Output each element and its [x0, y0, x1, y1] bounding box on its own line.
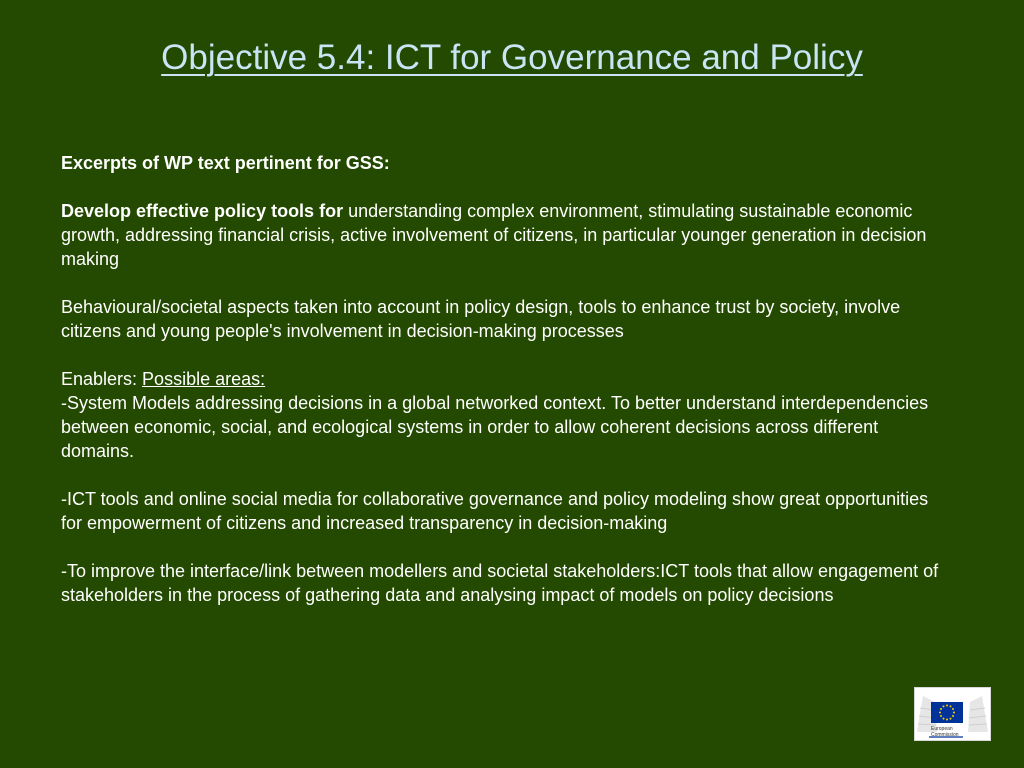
system-models-item: -System Models addressing decisions in a global networked context. To better understand interdependencies between economic, social, and ecological systems in order to allow coherent decisions across different domains. [61, 393, 929, 461]
paragraph-behavioural: Behavioural/societal aspects taken into account in policy design, tools to enhance trust by society, involve citizens and young people's involvement in decision-making processes [61, 297, 901, 341]
possible-areas-link[interactable]: Possible areas: [142, 369, 266, 389]
slide-body [61, 151, 951, 631]
ict-tools-item: -ICT tools and online social media for collaborative governance and policy modeling show great opportunities for empowerment of citizens and increased transparency in decision-making [61, 489, 929, 533]
logo-line-european: European [931, 726, 953, 732]
european-commission-logo [914, 687, 991, 741]
interface-link-item: -To improve the interface/link between modellers and societal stakeholders:ICT tools that allow engagement of stakeholders in the process of gathering data and analysing impact of models on policy decisions [61, 561, 939, 605]
logo-caption [931, 726, 959, 738]
paragraph-policy-tools [61, 199, 951, 271]
policy-tools-bold-lead: Develop effective policy tools for [61, 201, 344, 221]
policy-tools-text: understanding complex environment, stimulating sustainable economic growth, addressing financial crisis, active involvement of citizens, in particular younger generation in decision making [61, 201, 927, 269]
logo-line-commission: Commission [931, 732, 959, 738]
paragraph-enablers [61, 367, 951, 463]
enablers-label: Enablers: [61, 369, 143, 389]
excerpts-heading: Excerpts of WP text pertinent for GSS: [61, 153, 390, 173]
slide-title: Objective 5.4: ICT for Governance and Policy [161, 38, 863, 77]
eu-flag-icon [931, 702, 963, 723]
